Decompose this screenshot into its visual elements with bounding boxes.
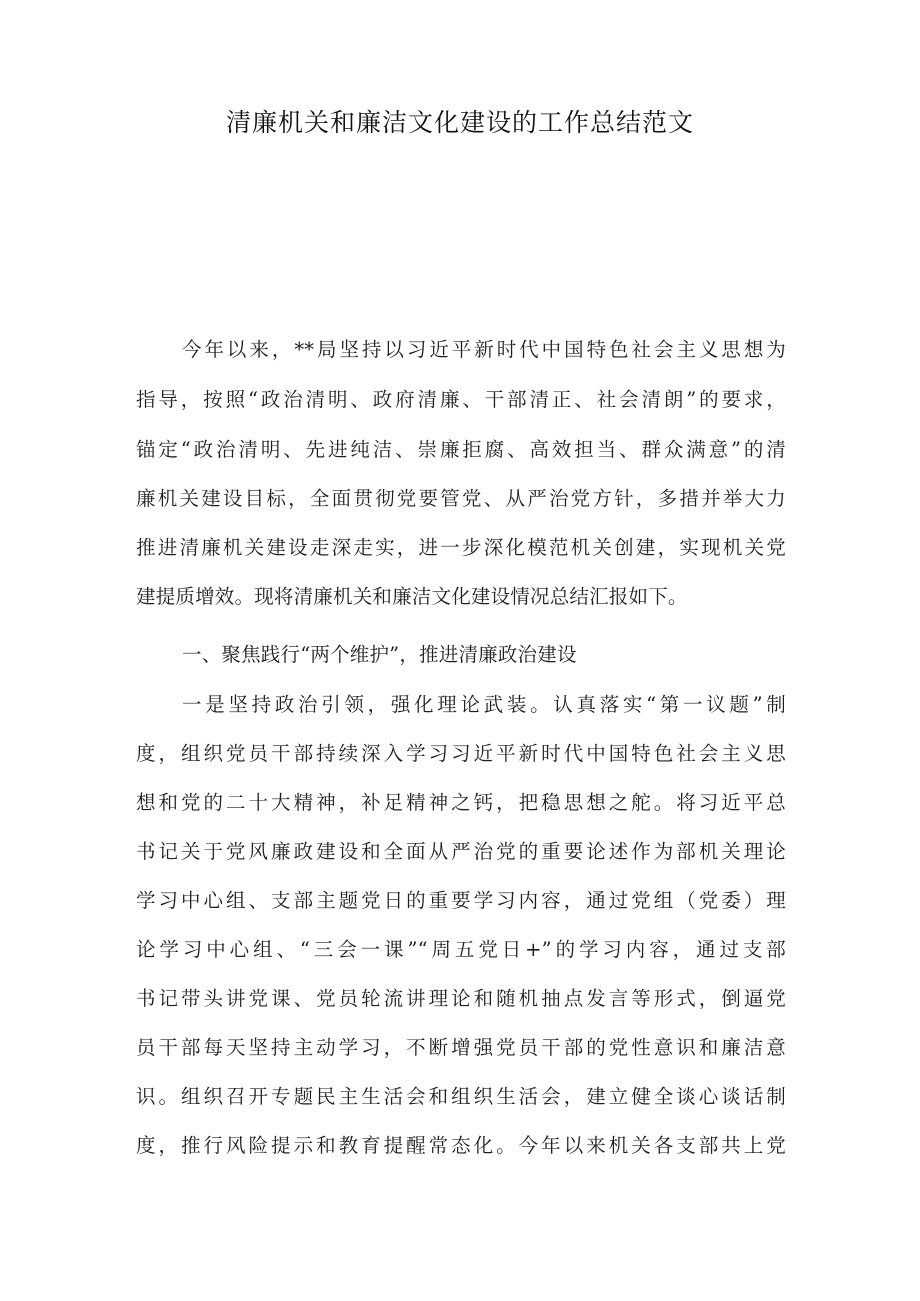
- section-heading: 一、聚焦践行“两个维护”，推进清廉政治建设: [182, 643, 577, 666]
- paragraph-line: 一是坚持政治引领，强化理论武装。认真落实“第一议题”制: [182, 693, 786, 716]
- paragraph-line: 建提质增效。现将清廉机关和廉洁文化建设情况总结汇报如下。: [136, 585, 688, 608]
- paragraph-line: 今年以来，**局坚持以习近平新时代中国特色社会主义思想为: [182, 338, 786, 361]
- paragraph-line: 度，组织党员干部持续深入学习习近平新时代中国特色社会主义思: [136, 742, 786, 765]
- paragraph-line: 度，推行风险提示和教育提醒常态化。今年以来机关各支部共上党: [136, 1134, 786, 1157]
- paragraph-line: 论学习中心组、“三会一课”“周五党日+”的学习内容，通过支部: [136, 938, 786, 961]
- paragraph-line: 员干部每天坚持主动学习，不断增强党员干部的党性意识和廉洁意: [136, 1036, 786, 1059]
- paragraph-line: 书记关于党风廉政建设和全面从严治党的重要论述作为部机关理论: [136, 840, 786, 863]
- paragraph-line: 指导，按照“政治清明、政府清廉、干部清正、社会清朗”的要求，: [136, 388, 786, 411]
- paragraph-line: 学习中心组、支部主题党日的重要学习内容，通过党组（党委）理: [136, 889, 786, 912]
- paragraph-line: 想和党的二十大精神，补足精神之钙，把稳思想之舵。将习近平总: [136, 791, 786, 814]
- paragraph-line: 廉机关建设目标，全面贯彻党要管党、从严治党方针，多措并举大力: [136, 487, 786, 510]
- paragraph-line: 书记带头讲党课、党员轮流讲理论和随机抽点发言等形式，倒逼党: [136, 987, 786, 1010]
- paragraph-line: 锚定“政治清明、先进纯洁、崇廉拒腐、高效担当、群众满意”的清: [136, 438, 786, 461]
- document-title: 清廉机关和廉洁文化建设的工作总结范文: [225, 108, 694, 137]
- paragraph-line: 推进清廉机关建设走深走实，进一步深化模范机关创建，实现机关党: [136, 536, 786, 559]
- paragraph-line: 识。组织召开专题民主生活会和组织生活会，建立健全谈心谈话制: [136, 1085, 786, 1108]
